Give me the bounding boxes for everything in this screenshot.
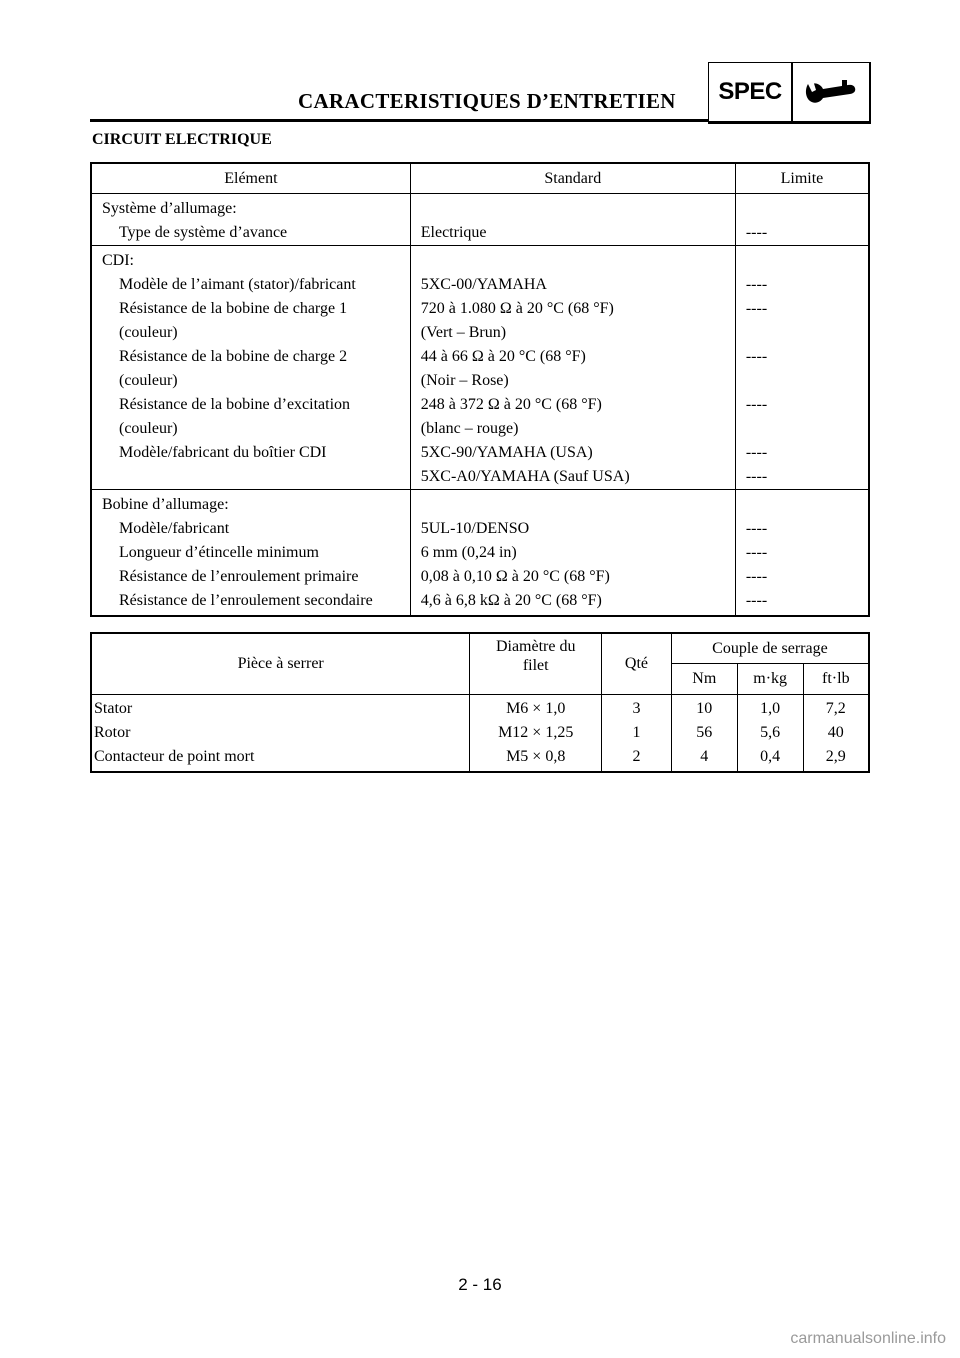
cell-piece: Stator	[91, 695, 470, 722]
cell-ftlb: 2,9	[825, 748, 846, 765]
cell-quantity: 1	[602, 721, 672, 745]
header-rule	[90, 119, 708, 122]
table-row	[91, 721, 869, 745]
torque-header-row	[91, 633, 869, 664]
row-standard: 720 à 1.080 Ω à 20 °C (68 °F) (Vert – Brun)	[410, 297, 735, 345]
row-label: Type de système d’avance	[91, 221, 410, 246]
row-label: Résistance de l’enroulement primaire	[91, 565, 410, 589]
table-row	[91, 541, 869, 565]
unit-mkg: m·kg	[737, 664, 803, 695]
group-title: CDI:	[91, 246, 410, 274]
cell-mkg: 0,4	[737, 745, 803, 772]
row-standard: 5XC-00/YAMAHA	[410, 273, 735, 297]
row-label: Résistance de la bobine de charge 1 (couleur)	[91, 297, 410, 345]
unit-nm: Nm	[671, 664, 737, 695]
column-header-torque: Couple de serrage	[671, 633, 869, 664]
table-row	[91, 517, 869, 541]
cell-diameter: M6 × 1,0	[470, 695, 602, 722]
table-header-row	[91, 163, 869, 194]
table-row	[91, 589, 869, 616]
row-standard: 5XC-90/YAMAHA (USA) 5XC-A0/YAMAHA (Sauf USA)	[410, 441, 735, 490]
torque-table	[90, 632, 870, 773]
row-standard: 44 à 66 Ω à 20 °C (68 °F) (Noir – Rose)	[410, 345, 735, 393]
row-standard: 5UL-10/DENSO	[410, 517, 735, 541]
table-row	[91, 194, 869, 222]
cell-piece: Contacteur de point mort	[91, 745, 470, 772]
column-header-diameter: Diamètre du filet	[470, 633, 602, 695]
row-limit: ----	[745, 592, 768, 609]
row-standard: 0,08 à 0,10 Ω à 20 °C (68 °F)	[410, 565, 735, 589]
cell-diameter: M5 × 0,8	[470, 745, 602, 772]
row-standard: 4,6 à 6,8 kΩ à 20 °C (68 °F)	[410, 589, 735, 616]
watermark: carmanualsonline.info	[790, 1330, 946, 1347]
electrical-spec-table	[90, 162, 870, 617]
table-row	[91, 393, 869, 441]
row-standard: Electrique	[410, 221, 735, 246]
row-label: Résistance de la bobine de charge 2 (couleur)	[91, 345, 410, 393]
section-title: CIRCUIT ELECTRIQUE	[92, 131, 272, 148]
wrench-icon	[804, 77, 858, 107]
row-limit: ----	[745, 224, 768, 241]
wrench-icon-cell	[793, 63, 869, 121]
table-row	[91, 441, 869, 490]
row-limit: ----	[745, 396, 768, 413]
table-row	[91, 565, 869, 589]
cell-quantity: 3	[602, 695, 672, 722]
row-label: Longueur d’étincelle minimum	[91, 541, 410, 565]
row-limit: ---- ----	[745, 444, 768, 485]
column-header-standard: Standard	[410, 163, 735, 194]
cell-mkg: 5,6	[737, 721, 803, 745]
cell-nm: 10	[671, 695, 737, 722]
row-label: Modèle/fabricant	[91, 517, 410, 541]
column-header-limit: Limite	[735, 163, 869, 194]
table-row	[91, 490, 869, 518]
column-header-element: Elément	[91, 163, 410, 194]
table-row	[91, 695, 869, 722]
row-limit: ----	[745, 348, 768, 365]
table-row	[91, 345, 869, 393]
page-header	[90, 62, 870, 122]
cell-ftlb: 7,2	[825, 700, 846, 717]
page-title: CARACTERISTIQUES D’ENTRETIEN	[298, 89, 676, 113]
row-standard: 6 mm (0,24 in)	[410, 541, 735, 565]
cell-quantity: 2	[602, 745, 672, 772]
group-title: Bobine d’allumage:	[91, 490, 410, 518]
row-limit: ----	[745, 300, 768, 317]
table-row	[91, 745, 869, 772]
spec-label: SPEC	[709, 63, 793, 121]
spec-badge	[708, 62, 871, 124]
row-limit: ----	[745, 276, 768, 293]
cell-nm: 56	[671, 721, 737, 745]
cell-diameter: M12 × 1,25	[470, 721, 602, 745]
row-label: Modèle/fabricant du boîtier CDI	[91, 441, 410, 490]
row-standard: 248 à 372 Ω à 20 °C (68 °F) (blanc – rouge)	[410, 393, 735, 441]
row-limit: ----	[745, 520, 768, 537]
unit-ftlb: ft·lb	[803, 664, 869, 695]
page-number: 2 - 16	[458, 1275, 502, 1294]
cell-piece: Rotor	[91, 721, 470, 745]
table-row	[91, 246, 869, 274]
row-label: Résistance de la bobine d’excitation (couleur)	[91, 393, 410, 441]
cell-mkg: 1,0	[737, 695, 803, 722]
row-limit: ----	[745, 568, 768, 585]
cell-ftlb: 40	[827, 724, 844, 741]
column-header-quantity: Qté	[602, 633, 672, 695]
row-label: Résistance de l’enroulement secondaire	[91, 589, 410, 616]
cell-nm: 4	[671, 745, 737, 772]
row-limit: ----	[745, 544, 768, 561]
column-header-piece: Pièce à serrer	[91, 633, 470, 695]
table-row	[91, 221, 869, 246]
table-row	[91, 273, 869, 297]
table-row	[91, 297, 869, 345]
group-title: Système d’allumage:	[91, 194, 410, 222]
row-label: Modèle de l’aimant (stator)/fabricant	[91, 273, 410, 297]
